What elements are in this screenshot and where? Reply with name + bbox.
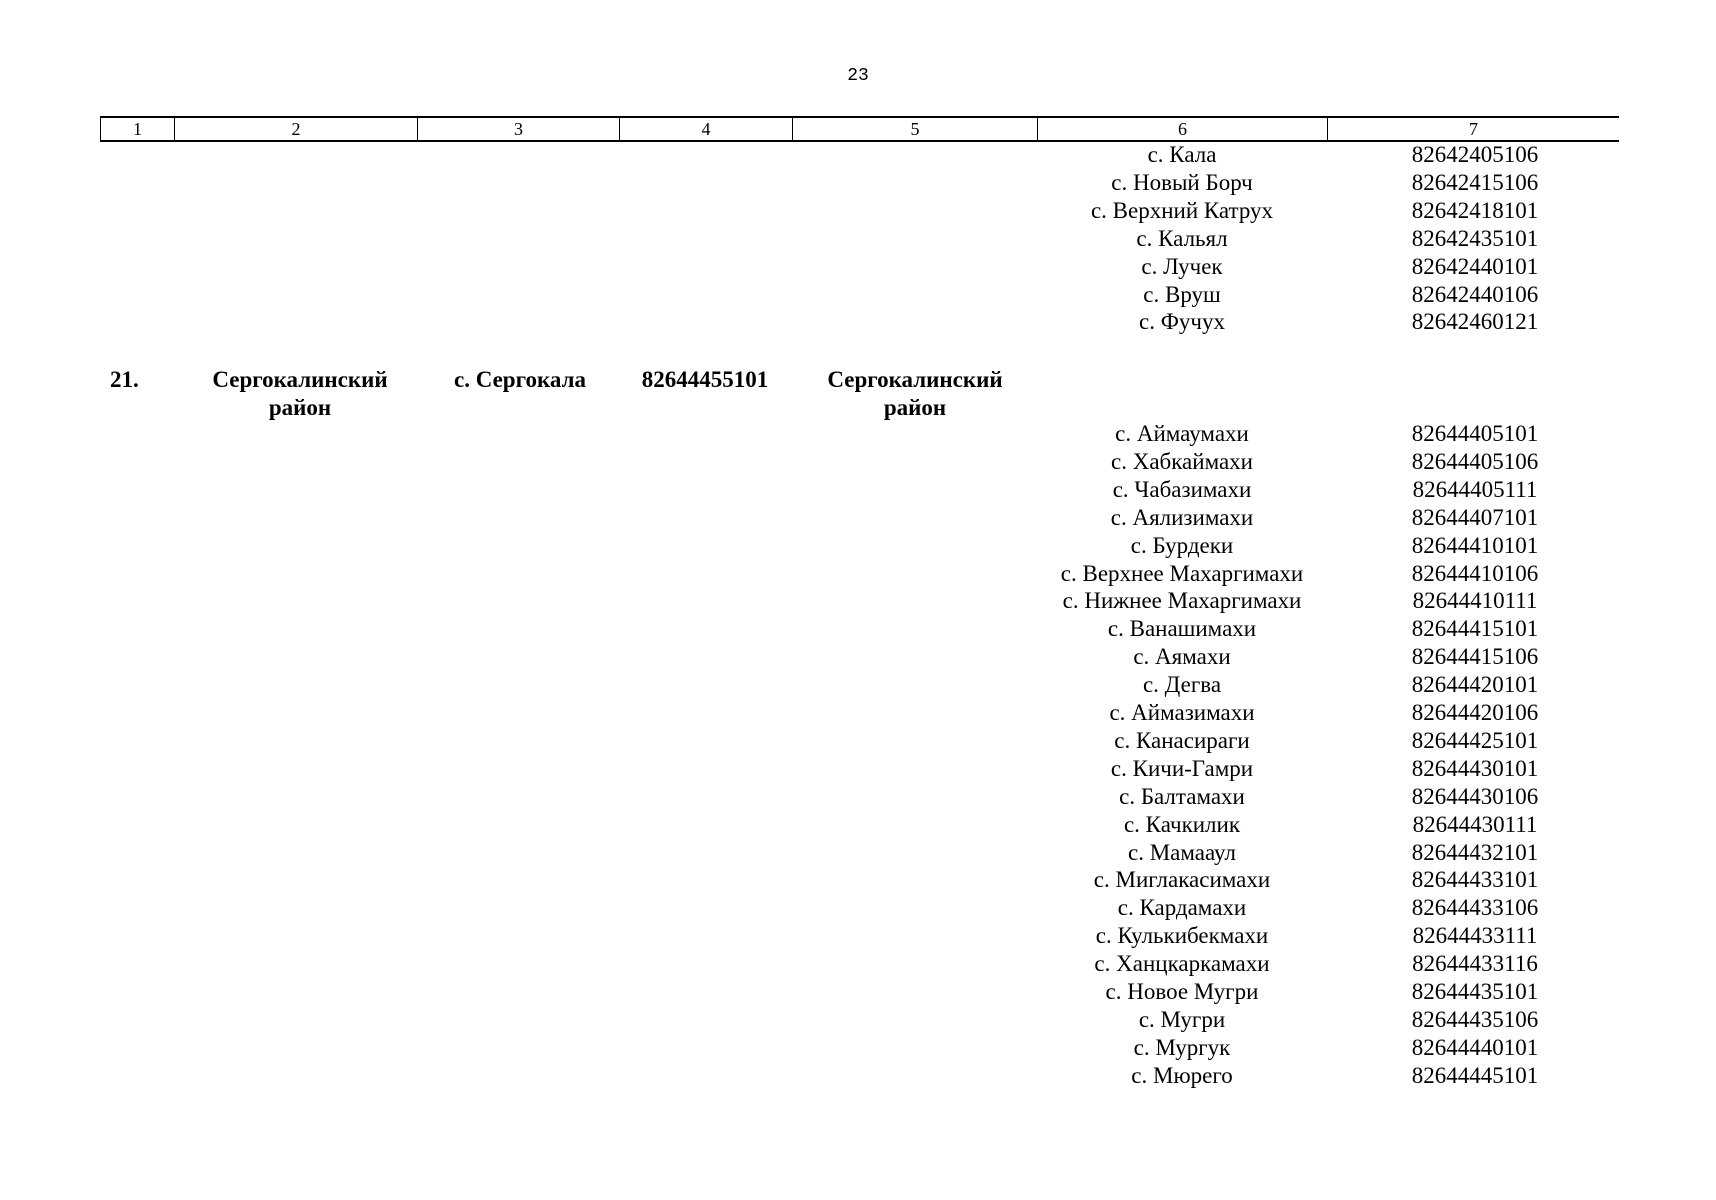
table-row (1037, 811, 1617, 839)
table-row (1037, 420, 1617, 448)
settlement-name: с. Качкилик (1123, 811, 1241, 837)
settlement-code: 82644405111 (1412, 476, 1538, 502)
settlement-code: 82644430111 (1412, 811, 1538, 837)
settlement-code: 82644420106 (1411, 700, 1539, 725)
settlement-code: 82644433106 (1411, 895, 1539, 921)
table-row (1037, 978, 1617, 1006)
table-row (1037, 1034, 1617, 1062)
settlement-name: с. Верхнее Махаргимахи (1060, 560, 1304, 586)
settlement-code: 82644410101 (1411, 532, 1539, 558)
settlement-code: 82644405106 (1411, 448, 1539, 474)
settlement-code: 82644415101 (1411, 616, 1539, 642)
table-row (1037, 839, 1617, 867)
settlement-name: с. Новое Мугри (1105, 979, 1259, 1004)
settlement-name: с. Балтамахи (1119, 783, 1245, 809)
settlement-name: с. Мюрего (1131, 1062, 1233, 1088)
column-header-3: 3 (417, 118, 619, 140)
table-row (1037, 448, 1617, 476)
district-center: с. Сергокала (454, 367, 586, 392)
table-row (1037, 643, 1617, 671)
table-row (1037, 281, 1617, 309)
settlement-code: 82644415106 (1411, 644, 1539, 670)
table-row (1037, 671, 1617, 699)
table-row (1037, 253, 1617, 281)
district-center-code: 82644455101 (641, 367, 769, 392)
settlement-code: 82642418101 (1411, 197, 1539, 223)
settlement-code: 82644433111 (1412, 923, 1538, 949)
table-row (1037, 755, 1617, 783)
settlement-name: с. Бурдеки (1130, 532, 1234, 558)
column-header-1: 1 (100, 118, 174, 140)
settlement-name: с. Мамааул (1128, 839, 1236, 865)
settlement-name: с. Кала (1147, 142, 1217, 167)
column-header-7: 7 (1327, 118, 1619, 140)
settlement-code: 82642405106 (1411, 142, 1539, 167)
settlement-code: 82644435106 (1411, 1006, 1539, 1032)
table-row (1037, 866, 1617, 894)
settlement-name: с. Новый Борч (1111, 169, 1253, 195)
settlement-code: 82644410106 (1411, 560, 1539, 586)
settlement-name: с. Кичи-Гамри (1110, 755, 1254, 781)
settlement-code: 82644410111 (1412, 588, 1538, 614)
settlement-code: 82644405101 (1411, 421, 1539, 446)
settlement-name: с. Кулькибекмахи (1095, 923, 1269, 949)
settlement-name: с. Мургук (1133, 1034, 1231, 1060)
settlement-code: 82644432101 (1411, 839, 1539, 865)
column-header-5: 5 (792, 118, 1037, 140)
table-row (1037, 532, 1617, 560)
table-row (1037, 587, 1617, 615)
settlement-name: с. Аялизимахи (1110, 504, 1254, 530)
table-row (1037, 225, 1617, 253)
settlement-name: с. Нижнее Махаргимахи (1062, 588, 1302, 614)
table-row (1037, 141, 1617, 169)
column-header-4: 4 (619, 118, 792, 140)
settlement-code: 82644425101 (1411, 727, 1539, 753)
settlement-name: с. Канасираги (1114, 727, 1250, 753)
settlement-code: 82644407101 (1411, 504, 1539, 530)
settlement-code: 82642435101 (1411, 225, 1539, 251)
district-name: Сергокалинский район (212, 367, 388, 420)
settlement-code: 82642415106 (1411, 169, 1539, 195)
table-header (100, 116, 1619, 142)
table-row (1037, 922, 1617, 950)
page-number: 23 (847, 66, 869, 86)
settlement-name: с. Кальял (1136, 225, 1228, 251)
settlement-name: с. Хабкаймахи (1111, 448, 1253, 474)
settlement-code: 82644433101 (1411, 867, 1539, 893)
settlement-name: с. Верхний Катрух (1090, 197, 1274, 223)
table-row (1037, 169, 1617, 197)
table-row (1037, 950, 1617, 978)
table-row (1037, 727, 1617, 755)
table-row (1037, 197, 1617, 225)
settlement-code: 82644430101 (1411, 755, 1539, 781)
settlement-code: 82644445101 (1411, 1062, 1539, 1088)
settlement-code: 82642460121 (1411, 309, 1539, 335)
table-row (1037, 504, 1617, 532)
settlement-name: с. Мугри (1138, 1006, 1226, 1032)
table-row (1037, 699, 1617, 727)
settlement-name: с. Миглакасимахи (1093, 867, 1271, 893)
settlement-name: с. Кардамахи (1117, 895, 1247, 921)
settlement-name: с. Лучек (1141, 253, 1223, 279)
settlement-code: 82644440101 (1411, 1034, 1539, 1060)
table-row (1037, 1006, 1617, 1034)
column-header-6: 6 (1037, 118, 1327, 140)
settlement-name: с. Вруш (1143, 281, 1221, 307)
district-municipality: Сергокалинский район (827, 367, 1003, 420)
settlement-code: 82644433116 (1412, 951, 1538, 977)
settlement-name: с. Фучух (1139, 309, 1225, 335)
table-row (1037, 1062, 1617, 1090)
settlement-code: 82644435101 (1411, 979, 1539, 1004)
table-row (1037, 308, 1617, 336)
settlement-code: 82642440101 (1411, 253, 1539, 279)
settlement-name: с. Аймаумахи (1115, 421, 1249, 446)
table-row (1037, 560, 1617, 588)
table-row (1037, 615, 1617, 643)
settlement-code: 82644420101 (1411, 672, 1539, 698)
district-number: 21. (110, 367, 139, 392)
table-row (1037, 476, 1617, 504)
table-row (1037, 783, 1617, 811)
settlement-name: с. Ванашимахи (1107, 616, 1257, 642)
settlement-name: с. Аймазимахи (1109, 700, 1255, 725)
settlement-code: 82642440106 (1411, 281, 1539, 307)
column-header-2: 2 (174, 118, 417, 140)
settlement-code: 82644430106 (1411, 783, 1539, 809)
settlement-name: с. Ханцкаркамахи (1094, 951, 1270, 977)
settlement-name: с. Дегва (1142, 672, 1222, 698)
table-row (1037, 894, 1617, 922)
settlement-name: с. Аямахи (1133, 644, 1231, 670)
settlement-name: с. Чабазимахи (1112, 476, 1252, 502)
